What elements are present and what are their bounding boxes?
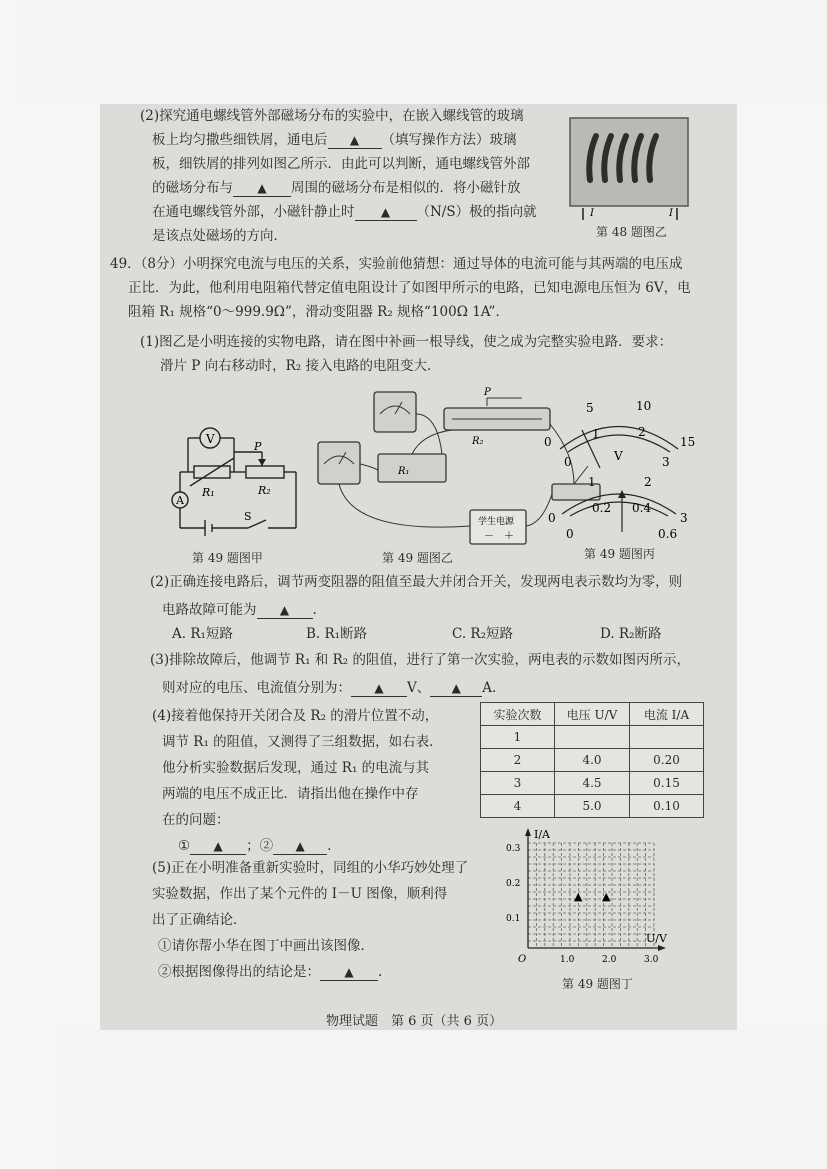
vm-top-10: 10 bbox=[636, 399, 652, 413]
table-header: 电流 I/A bbox=[630, 703, 704, 726]
fig-ding-caption: 第 49 题图丁 bbox=[562, 977, 633, 991]
table-cell: 4.0 bbox=[555, 749, 630, 772]
q48-line3: 板，细铁屑的排列如图乙所示．由此可以判断，通电螺线管外部 bbox=[152, 156, 530, 172]
graph-origin: O bbox=[518, 954, 527, 965]
am-top-3: 3 bbox=[680, 511, 688, 525]
table-cell: 0.15 bbox=[630, 772, 704, 795]
table-cell: 0.20 bbox=[630, 749, 704, 772]
table-cell: 5.0 bbox=[555, 795, 630, 818]
table-header-row bbox=[481, 703, 704, 726]
slider-p-label: P bbox=[484, 387, 491, 398]
table-cell: 1 bbox=[481, 726, 555, 749]
fig48-caption: 第 48 题图乙 bbox=[596, 225, 667, 239]
q49-p5-line2: 实验数据，作出了某个元件的 I－U 图像，顺利得 bbox=[152, 886, 448, 902]
voltmeter-symbol: V bbox=[206, 432, 215, 446]
option-b: B. R₁断路 bbox=[306, 626, 368, 642]
page-footer: 物理试题 第 6 页（共 6 页） bbox=[326, 1014, 503, 1029]
vm-bottom-1: 1 bbox=[592, 427, 600, 441]
q49-p4-line1: (4)接着他保持开关闭合及 R₂ 的滑片位置不动， bbox=[152, 708, 439, 724]
q49-p5-line1: (5)正在小明准备重新实验时，同组的小华巧妙处理了 bbox=[152, 860, 469, 876]
graph-y-tick: 0.1 bbox=[506, 914, 521, 924]
data-table bbox=[480, 702, 704, 818]
am-bottom-02: 0.2 bbox=[592, 501, 612, 515]
option-d: D. R₂断路 bbox=[600, 626, 662, 642]
circuit-diagram bbox=[160, 416, 300, 542]
table-cell bbox=[630, 726, 704, 749]
vm-top-5: 5 bbox=[586, 401, 594, 415]
q49-p5-line3: 出了正确结论． bbox=[152, 912, 247, 928]
vm-bottom-2: 2 bbox=[638, 425, 646, 439]
vm-unit: V bbox=[614, 449, 623, 463]
vm-bottom-3: 3 bbox=[662, 455, 670, 469]
graph-x-tick: 3.0 bbox=[644, 955, 659, 965]
am-bottom-04: 0.4 bbox=[632, 501, 652, 515]
ammeter-symbol: A bbox=[176, 494, 184, 507]
option-c: C. R₂短路 bbox=[452, 626, 514, 642]
table-header: 电压 U/V bbox=[555, 703, 630, 726]
bottom-margin bbox=[58, 1030, 827, 1169]
am-bottom-06: 0.6 bbox=[658, 527, 678, 541]
fig-jia-caption: 第 49 题图甲 bbox=[192, 551, 263, 565]
graph-x-label: U/V bbox=[646, 932, 667, 945]
q49-p4-line2: 调节 R₁ 的阻值，又测得了三组数据，如右表． bbox=[162, 734, 443, 750]
q49-head1: 49．（8分）小明探究电流与电压的关系，实验前他猜想：通过导体的电流可能与其两端的电压成 bbox=[110, 256, 683, 272]
am-top-1: 1 bbox=[588, 475, 596, 489]
q49-p3a: (3)排除故障后，他调节 R₁ 和 R₂ 的阻值，进行了第一次实验，两电表的示数如图丙所示， bbox=[150, 652, 690, 668]
resistor-box-r1-label: R₁ bbox=[398, 466, 410, 477]
q48-line4: 的磁场分布与 ▲ 周围的磁场分布是相似的．将小磁针放 bbox=[152, 180, 521, 196]
meter-figure bbox=[540, 394, 700, 544]
graph-y-tick: 0.3 bbox=[506, 844, 521, 854]
q49-p5-line5: ②根据图像得出的结论是： ▲ . bbox=[158, 964, 383, 980]
top-margin bbox=[22, 0, 827, 104]
table-row bbox=[481, 726, 704, 749]
q49-p1a: (1)图乙是小明连接的实物电路，请在图中补画一根导线，使之成为完整实验电路．要求： bbox=[140, 334, 673, 350]
fig-bing-caption: 第 49 题图丙 bbox=[584, 547, 655, 561]
graph-x-tick: 1.0 bbox=[560, 955, 575, 965]
exam-page bbox=[100, 104, 737, 1030]
q48-line1: (2)探究通电螺线管外部磁场分布的实验中，在嵌入螺线管的玻璃 bbox=[140, 108, 524, 124]
option-a: A. R₁短路 bbox=[172, 626, 233, 642]
graph-y-tick: 0.2 bbox=[506, 879, 521, 889]
graph-y-label: I/A bbox=[534, 828, 550, 841]
table-cell: 2 bbox=[481, 749, 555, 772]
q49-p1b: 滑片 P 向右移动时，R₂ 接入电路的电阻变大． bbox=[160, 358, 441, 374]
table-cell: 0.10 bbox=[630, 795, 704, 818]
table-cell: 4.5 bbox=[555, 772, 630, 795]
current-label-right: I bbox=[669, 208, 673, 219]
q49-head3: 阻箱 R₁ 规格“0～999.9Ω”，滑动变阻器 R₂ 规格“100Ω 1A”． bbox=[128, 304, 509, 320]
switch-label: S bbox=[244, 510, 252, 523]
iu-graph bbox=[500, 826, 672, 966]
q49-p4-line3: 他分析实验数据后发现，通过 R₁ 的电流与其 bbox=[162, 760, 430, 776]
table-row bbox=[481, 795, 704, 818]
q48-line2: 板上均匀撒些细铁屑，通电后 ▲ （填写操作方法）玻璃 bbox=[152, 132, 517, 148]
power-minus: － bbox=[484, 531, 494, 542]
graph-x-tick: 2.0 bbox=[602, 955, 617, 965]
table-cell: 3 bbox=[481, 772, 555, 795]
table-header: 实验次数 bbox=[481, 703, 555, 726]
q49-p4-line4: 两端的电压不成正比．请指出他在操作中存 bbox=[162, 786, 419, 802]
solenoid-figure bbox=[565, 112, 695, 220]
table-row bbox=[481, 749, 704, 772]
fig-yi-caption: 第 49 题图乙 bbox=[382, 551, 453, 565]
vm-top-15: 15 bbox=[680, 435, 696, 449]
q49-p4-line5: 在的问题： bbox=[162, 812, 230, 828]
r2-label: R₂ bbox=[258, 484, 271, 497]
q49-p4-answers: ① ▲ ；② ▲ . bbox=[178, 838, 332, 854]
table-row bbox=[481, 772, 704, 795]
table-cell: 4 bbox=[481, 795, 555, 818]
q48-line6: 是该点处磁场的方向． bbox=[152, 228, 287, 244]
current-label-left: I bbox=[590, 208, 594, 219]
vm-top-0: 0 bbox=[544, 435, 552, 449]
q49-p2b: 电路故障可能为 ▲ . bbox=[162, 602, 317, 618]
am-bottom-0: 0 bbox=[566, 527, 574, 541]
table-cell bbox=[555, 726, 630, 749]
graph-blank-mark: ▲ bbox=[574, 890, 583, 903]
power-plus: ＋ bbox=[504, 531, 514, 542]
q49-head2: 正比．为此，他利用电阻箱代替定值电阻设计了如图甲所示的电路，已知电源电压恒为 6V，电 bbox=[128, 280, 691, 296]
q49-p5-line4: ①请你帮小华在图丁中画出该图像． bbox=[158, 938, 374, 954]
rheostat-r2-label: R₂ bbox=[472, 436, 484, 447]
r1-label: R₁ bbox=[202, 486, 215, 499]
q48-line5: 在通电螺线管外部，小磁针静止时 ▲ （N/S）极的指向就 bbox=[152, 204, 537, 220]
vm-bottom-0: 0 bbox=[564, 455, 572, 469]
power-supply-label: 学生电源 bbox=[478, 517, 515, 527]
am-top-2: 2 bbox=[644, 475, 652, 489]
p-label: P bbox=[254, 440, 262, 453]
q49-p3b: 则对应的电压、电流值分别为： ▲ V、 ▲ A. bbox=[162, 680, 497, 696]
graph-blank-mark: ▲ bbox=[602, 890, 611, 903]
am-top-0: 0 bbox=[548, 511, 556, 525]
q49-p2a: (2)正确连接电路后，调节两变阻器的阻值至最大并闭合开关，发现两电表示数均为零，则 bbox=[150, 574, 683, 590]
